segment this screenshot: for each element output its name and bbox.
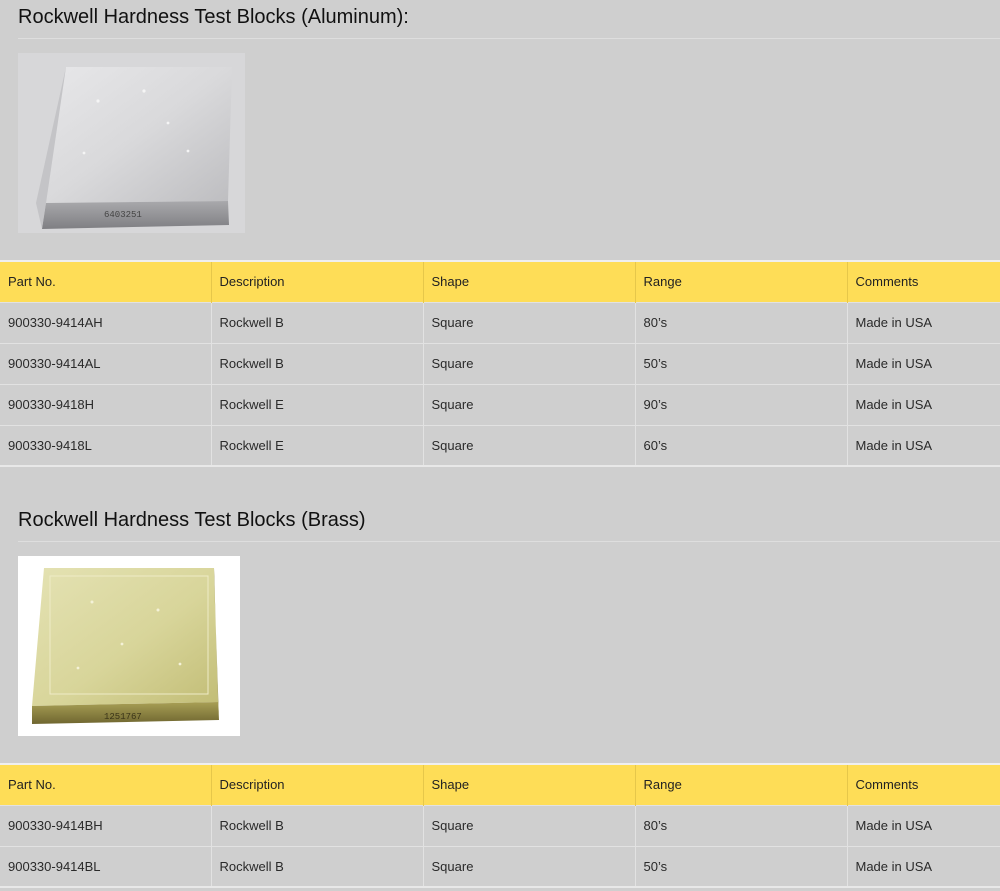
table-row bbox=[0, 343, 1000, 384]
engraving-text: 6403251 bbox=[104, 210, 142, 220]
aluminum-block-image bbox=[18, 53, 245, 233]
part-number-cell: 900330-9418L bbox=[0, 425, 211, 466]
column-header-description: Description bbox=[211, 764, 423, 805]
table-row bbox=[0, 302, 1000, 343]
section-brass bbox=[0, 500, 1000, 891]
title-divider bbox=[18, 38, 1000, 39]
shape-cell: Square bbox=[423, 846, 635, 887]
range-cell: 50’s bbox=[635, 846, 847, 887]
part-number-cell: 900330-9414BL bbox=[0, 846, 211, 887]
description-cell: Rockwell B bbox=[211, 805, 423, 846]
shape-cell: Square bbox=[423, 302, 635, 343]
description-cell: Rockwell E bbox=[211, 384, 423, 425]
description-cell: Rockwell B bbox=[211, 846, 423, 887]
part-number-cell: 900330-9418H bbox=[0, 384, 211, 425]
column-header-comments: Comments bbox=[847, 261, 1000, 302]
product-image bbox=[18, 53, 245, 233]
table-row bbox=[0, 846, 1000, 887]
column-header-comments: Comments bbox=[847, 764, 1000, 805]
range-cell: 50’s bbox=[635, 343, 847, 384]
table-row bbox=[0, 384, 1000, 425]
table-row bbox=[0, 805, 1000, 846]
shape-cell: Square bbox=[423, 343, 635, 384]
section-title: Rockwell Hardness Test Blocks (Brass) bbox=[18, 509, 366, 531]
description-cell: Rockwell B bbox=[211, 302, 423, 343]
table-row bbox=[0, 425, 1000, 466]
section-title: Rockwell Hardness Test Blocks (Aluminum): bbox=[18, 6, 409, 28]
title-divider bbox=[18, 541, 1000, 542]
description-cell: Rockwell B bbox=[211, 343, 423, 384]
parts-table bbox=[0, 763, 1000, 888]
shape-cell: Square bbox=[423, 384, 635, 425]
range-cell: 60’s bbox=[635, 425, 847, 466]
engraving-text: 1251767 bbox=[104, 712, 142, 722]
column-header-part-no: Part No. bbox=[0, 261, 211, 302]
column-header-description: Description bbox=[211, 261, 423, 302]
range-cell: 80’s bbox=[635, 805, 847, 846]
column-header-range: Range bbox=[635, 764, 847, 805]
column-header-shape: Shape bbox=[423, 764, 635, 805]
range-cell: 80’s bbox=[635, 302, 847, 343]
table-header-row bbox=[0, 261, 1000, 302]
column-header-shape: Shape bbox=[423, 261, 635, 302]
comments-cell: Made in USA bbox=[847, 302, 1000, 343]
shape-cell: Square bbox=[423, 425, 635, 466]
comments-cell: Made in USA bbox=[847, 846, 1000, 887]
comments-cell: Made in USA bbox=[847, 384, 1000, 425]
column-header-range: Range bbox=[635, 261, 847, 302]
range-cell: 90’s bbox=[635, 384, 847, 425]
table-header-row bbox=[0, 764, 1000, 805]
part-number-cell: 900330-9414AL bbox=[0, 343, 211, 384]
product-image bbox=[18, 556, 240, 736]
column-header-part-no: Part No. bbox=[0, 764, 211, 805]
comments-cell: Made in USA bbox=[847, 805, 1000, 846]
description-cell: Rockwell E bbox=[211, 425, 423, 466]
comments-cell: Made in USA bbox=[847, 343, 1000, 384]
part-number-cell: 900330-9414BH bbox=[0, 805, 211, 846]
brass-block-image bbox=[18, 556, 240, 736]
part-number-cell: 900330-9414AH bbox=[0, 302, 211, 343]
parts-table bbox=[0, 260, 1000, 467]
comments-cell: Made in USA bbox=[847, 425, 1000, 466]
shape-cell: Square bbox=[423, 805, 635, 846]
